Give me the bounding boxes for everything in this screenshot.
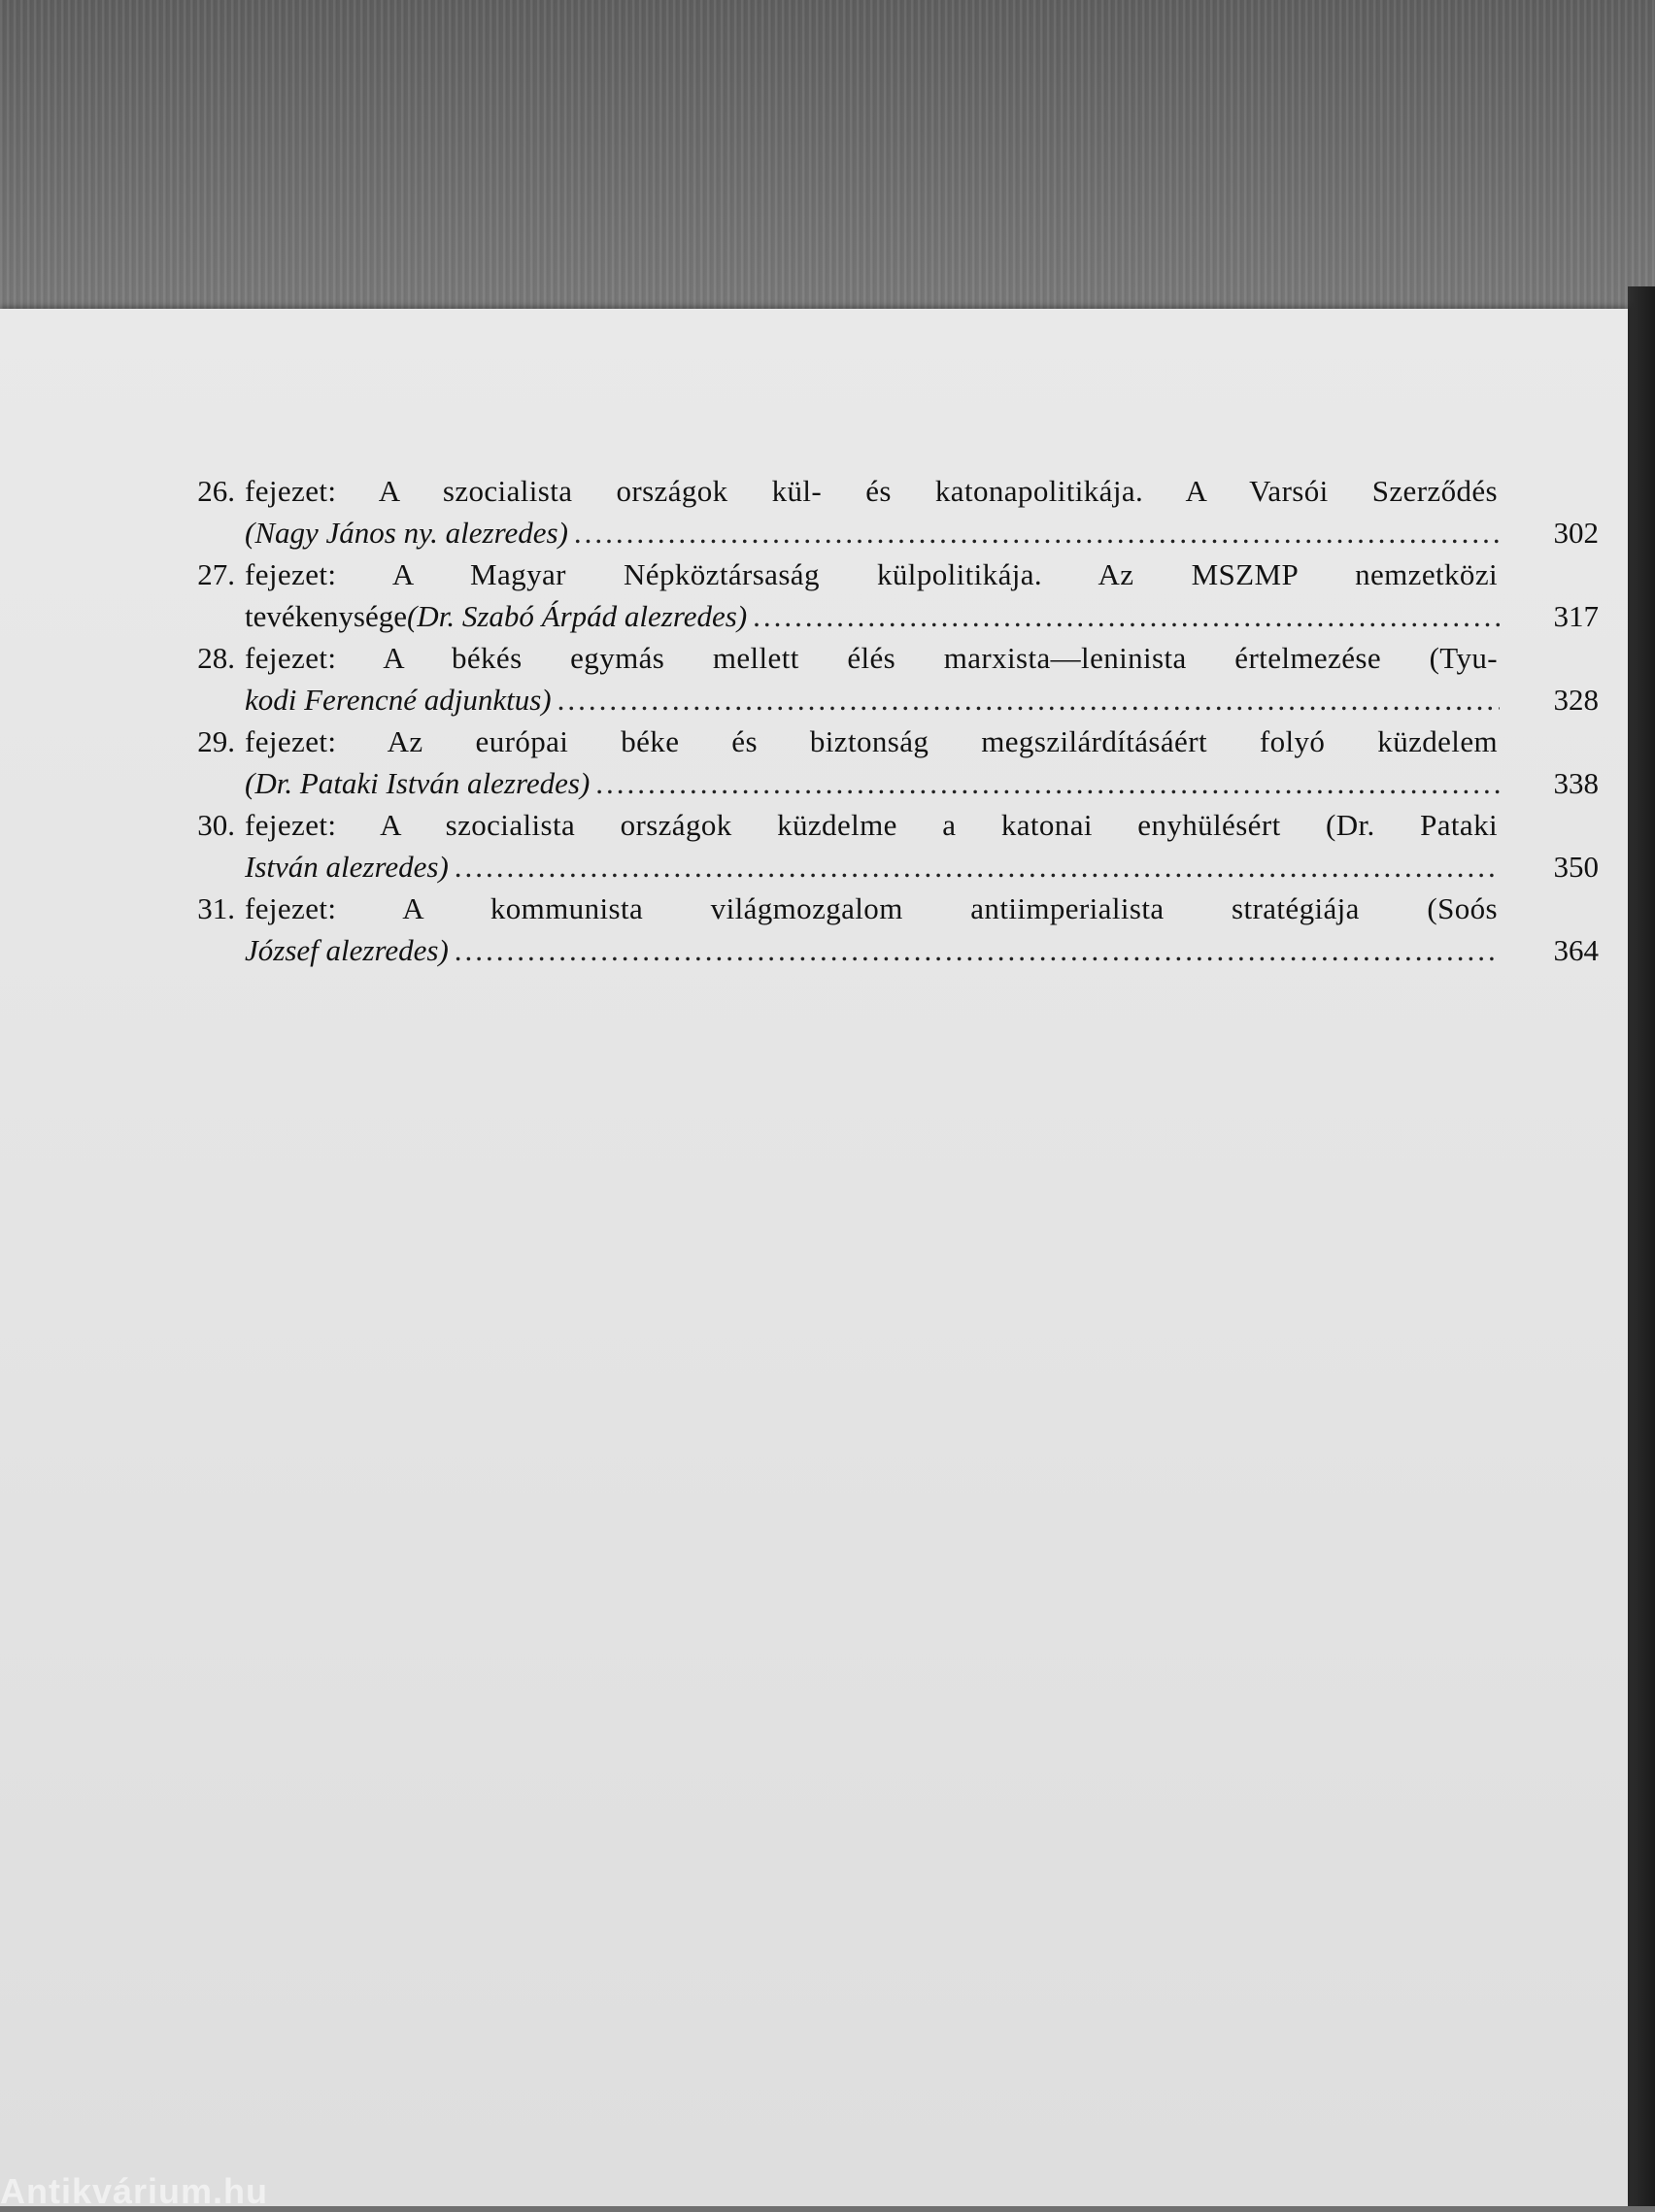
site-watermark: Antikvárium.hu — [0, 2171, 269, 2211]
chapter-title: fejezet: A kommunista világmozgalom antiimperialista stratégiája (Soós — [245, 891, 1498, 925]
dot-leader — [455, 846, 1500, 888]
toc-entry — [175, 804, 1599, 888]
toc-entry — [175, 470, 1599, 553]
toc-entry — [175, 553, 1599, 637]
chapter-number: 29. — [197, 724, 235, 758]
chapter-title: fejezet: A szocialista országok küzdelme a katonai enyhülésért (Dr. Pataki — [245, 808, 1498, 842]
table-of-contents — [175, 470, 1599, 971]
chapter-author: (Dr. Pataki István alezredes) — [245, 766, 591, 800]
page-number: 364 — [1553, 933, 1599, 967]
page-number: 350 — [1553, 850, 1599, 884]
dot-leader — [557, 679, 1500, 721]
chapter-author: József alezredes) — [245, 933, 449, 967]
chapter-number: 26. — [197, 474, 235, 508]
chapter-author: kodi Ferencné adjunktus) — [245, 683, 552, 717]
dot-leader — [595, 762, 1500, 804]
chapter-title-cont: tevékenysége — [245, 599, 407, 633]
chapter-number: 28. — [197, 641, 235, 675]
chapter-author: István alezredes) — [245, 850, 449, 884]
chapter-author: (Nagy János ny. alezredes) — [245, 516, 568, 550]
page-number: 317 — [1553, 599, 1599, 633]
chapter-number: 31. — [197, 891, 235, 925]
table-surface — [0, 0, 1655, 320]
dot-leader — [455, 929, 1500, 971]
chapter-author: (Dr. Szabó Árpád alezredes) — [406, 599, 748, 633]
book-edge — [1628, 286, 1655, 2206]
dot-leader — [574, 512, 1500, 553]
chapter-title: fejezet: A békés egymás mellett élés marxista—leninista értelmezése (Tyu- — [245, 641, 1498, 675]
toc-entry — [175, 637, 1599, 721]
dot-leader — [753, 595, 1500, 637]
chapter-title: fejezet: Az európai béke és biztonság megszilárdításáért folyó küzdelem — [245, 724, 1498, 758]
page-number: 302 — [1553, 516, 1599, 550]
chapter-number: 30. — [197, 808, 235, 842]
chapter-title: fejezet: A Magyar Népköztársaság külpolitikája. Az MSZMP nemzetközi — [245, 557, 1498, 591]
page-number: 338 — [1553, 766, 1599, 800]
toc-entry — [175, 888, 1599, 971]
page-number: 328 — [1553, 683, 1599, 717]
chapter-title: fejezet: A szocialista országok kül- és katonapolitikája. A Varsói Szerződés — [245, 474, 1498, 508]
toc-entry — [175, 721, 1599, 804]
chapter-number: 27. — [197, 557, 235, 591]
